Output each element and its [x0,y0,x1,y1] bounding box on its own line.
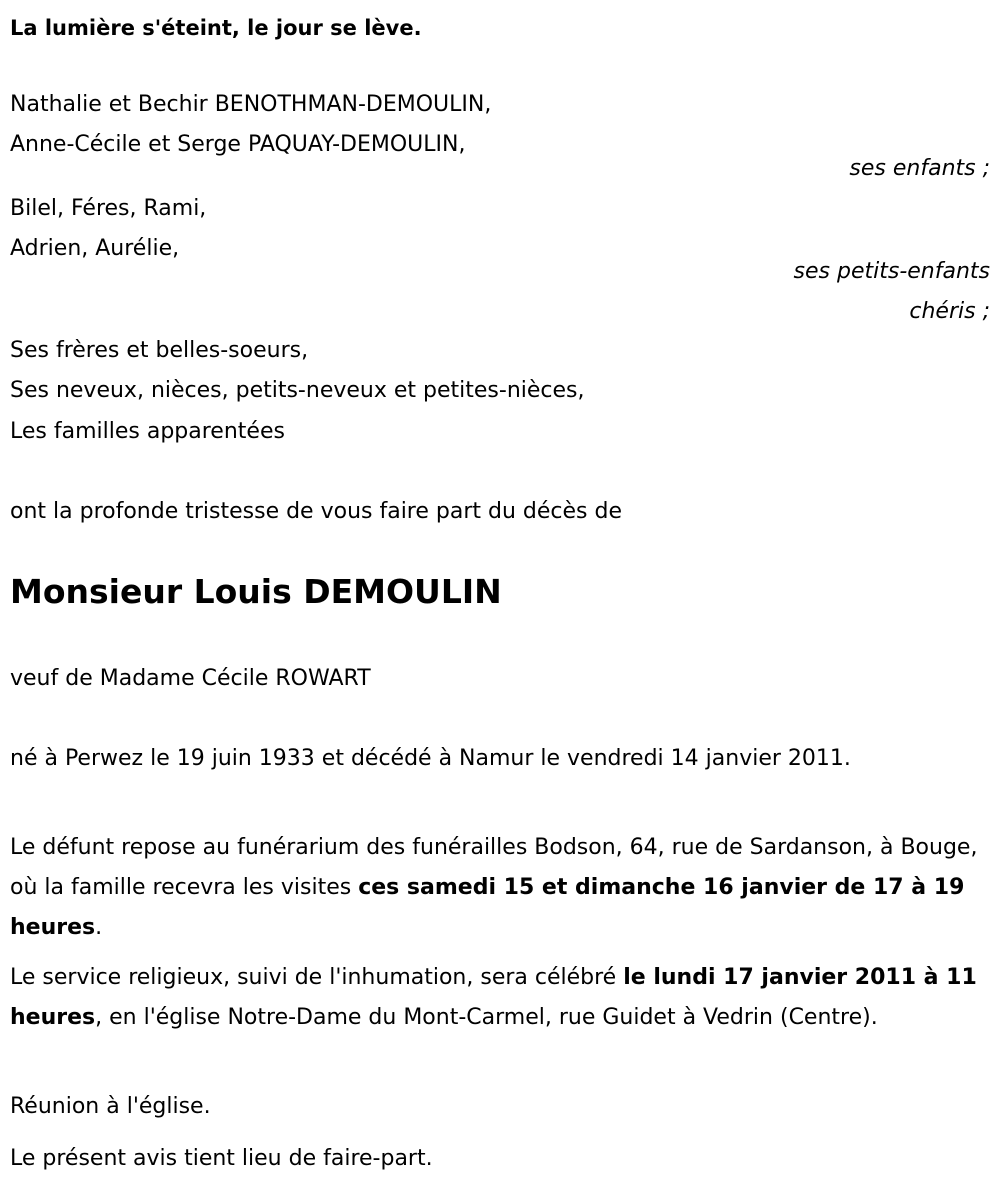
family-line: Ses neveux, nièces, petits-neveux et petites-nièces, [10,378,585,403]
visits-end: . [95,915,103,940]
announcement: ont la profonde tristesse de vous faire part du décès de [10,499,622,524]
grandchild-line: Adrien, Aurélie, [10,236,180,261]
deceased-name: Monsieur Louis DEMOULIN [10,572,502,611]
closing: Le présent avis tient lieu de faire-part. [10,1146,433,1171]
family-line: Les familles apparentées [10,419,285,444]
children-label: ses enfants ; [849,156,990,181]
heading: La lumière s'éteint, le jour se lève. [10,16,422,40]
grandchildren-label: chéris ; [909,299,990,324]
birth-death: né à Perwez le 19 juin 1933 et décédé à Namur le vendredi 14 janvier 2011. [10,746,851,771]
family-line: Ses frères et belles-soeurs, [10,338,309,363]
reunion: Réunion à l'église. [10,1094,211,1119]
visits-paragraph [10,828,985,948]
child-line: Anne-Cécile et Serge PAQUAY-DEMOULIN, [10,132,466,157]
service-date: le lundi 17 janvier 2011 à 11 heures [10,965,977,1030]
widower: veuf de Madame Cécile ROWART [10,666,371,691]
service-place: , en l'église Notre-Dame du Mont-Carmel, rue Guidet à Vedrin (Centre). [95,1005,878,1030]
grandchildren-label: ses petits-enfants [793,259,990,284]
grandchild-line: Bilel, Féres, Rami, [10,196,207,221]
visits-text: Le défunt repose au funérarium des funérailles Bodson, 64, rue de Sardanson, à Bouge, où la famille recevra les visites [10,835,978,900]
service-text: Le service religieux, suivi de l'inhumation, sera célébré [10,965,624,990]
child-line: Nathalie et Bechir BENOTHMAN-DEMOULIN, [10,92,492,117]
service-paragraph [10,958,985,1038]
visits-dates: ces samedi 15 et dimanche 16 janvier de 17 à 19 heures [10,875,965,940]
